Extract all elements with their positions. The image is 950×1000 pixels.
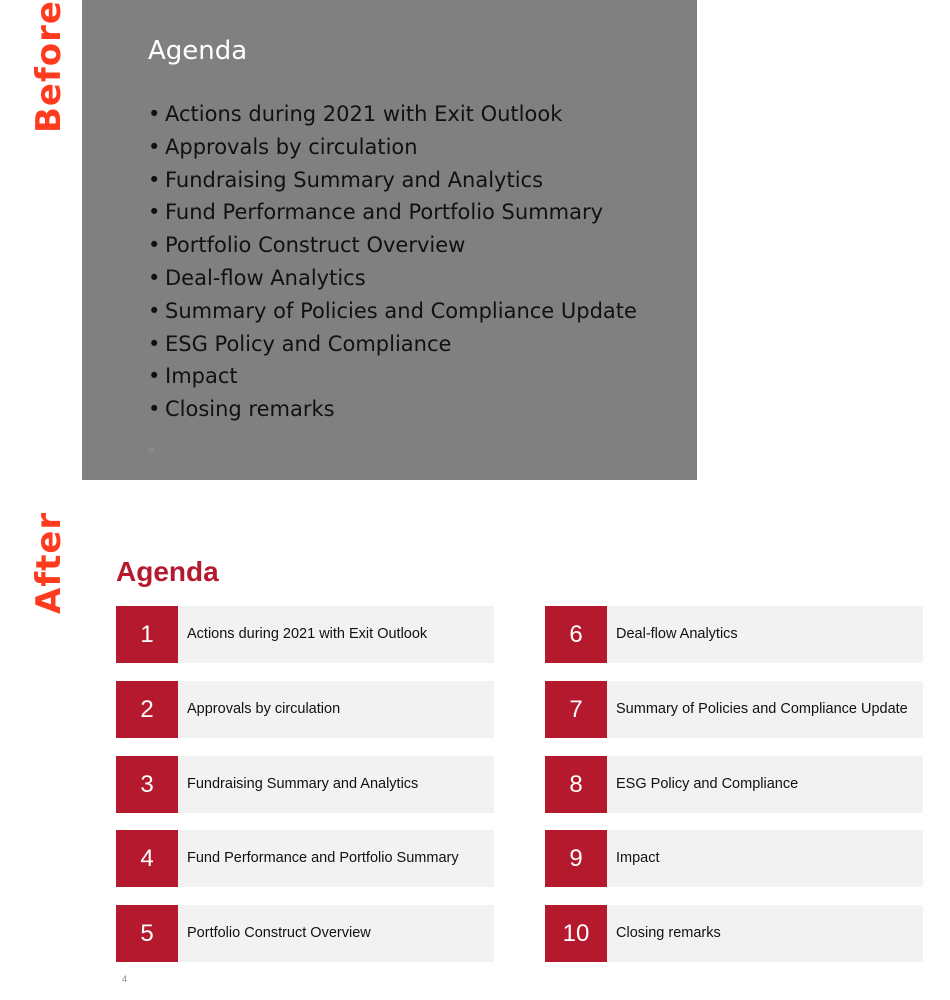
agenda-item	[545, 905, 923, 962]
agenda-item	[116, 756, 494, 813]
bullet-icon: •	[148, 200, 161, 225]
bullet-icon: •	[148, 102, 161, 126]
list-item-text: Fundraising Summary and Analytics	[165, 167, 544, 192]
agenda-item	[116, 606, 494, 663]
agenda-item-number: 9	[545, 830, 607, 887]
list-item-text: Fund Performance and Portfolio Summary	[165, 200, 604, 225]
after-slide-title: Agenda	[116, 556, 219, 587]
agenda-item-number: 4	[116, 830, 178, 887]
bullet-icon: •	[148, 331, 161, 356]
agenda-item	[116, 830, 494, 887]
agenda-item-number: 2	[116, 681, 178, 738]
agenda-item	[545, 756, 923, 813]
before-slide	[82, 0, 697, 480]
before-agenda-list	[148, 98, 637, 426]
agenda-item	[116, 905, 494, 962]
bullet-icon: •	[148, 233, 161, 258]
after-label: After	[29, 511, 69, 614]
agenda-item-text: Closing remarks	[616, 925, 721, 941]
before-label: Before	[29, 0, 69, 133]
agenda-item-number: 3	[116, 756, 178, 813]
list-item-text: Closing remarks	[165, 397, 335, 422]
list-item	[148, 98, 637, 131]
agenda-item-number: 8	[545, 756, 607, 813]
list-item	[148, 131, 637, 164]
bullet-icon: •	[148, 265, 161, 290]
bullet-icon: •	[148, 397, 161, 422]
agenda-item-number: 1	[116, 606, 178, 663]
agenda-item	[116, 681, 494, 738]
list-item	[148, 295, 637, 328]
list-item-text: Deal-flow Analytics	[165, 265, 366, 290]
agenda-item-number: 5	[116, 905, 178, 962]
bullet-icon: •	[148, 167, 161, 192]
empty-bullet-icon	[148, 447, 154, 453]
agenda-item-number: 10	[545, 905, 607, 962]
bullet-icon: •	[148, 364, 161, 389]
agenda-item	[545, 681, 923, 738]
agenda-item-text: Summary of Policies and Compliance Update	[616, 701, 908, 717]
list-item	[148, 164, 637, 197]
bullet-icon: •	[148, 298, 161, 323]
list-item-text: Approvals by circulation	[165, 134, 418, 159]
agenda-item-text: Impact	[616, 850, 660, 866]
agenda-item-text: Fund Performance and Portfolio Summary	[187, 850, 459, 866]
page-number: 4	[122, 974, 128, 984]
before-slide-title: Agenda	[148, 36, 248, 66]
list-item-text: Impact	[165, 364, 238, 389]
list-item-text: ESG Policy and Compliance	[165, 331, 452, 356]
list-item-text: Actions during 2021 with Exit Outlook	[165, 102, 563, 126]
list-item	[148, 360, 637, 393]
list-item-text: Portfolio Construct Overview	[165, 233, 466, 258]
list-item	[148, 262, 637, 295]
list-item	[148, 393, 637, 426]
bullet-icon: •	[148, 134, 161, 159]
agenda-item-text: ESG Policy and Compliance	[616, 776, 799, 792]
agenda-item-text: Deal-flow Analytics	[616, 626, 738, 642]
agenda-item-text: Portfolio Construct Overview	[187, 925, 371, 941]
agenda-item-text: Approvals by circulation	[187, 701, 341, 717]
agenda-item-number: 6	[545, 606, 607, 663]
list-item	[148, 196, 637, 229]
list-item	[148, 229, 637, 262]
list-item	[148, 328, 637, 361]
agenda-item-number: 7	[545, 681, 607, 738]
agenda-item	[545, 606, 923, 663]
list-item-text: Summary of Policies and Compliance Update	[165, 298, 637, 323]
agenda-item-text: Fundraising Summary and Analytics	[187, 776, 419, 792]
agenda-item	[545, 830, 923, 887]
agenda-item-text: Actions during 2021 with Exit Outlook	[187, 626, 428, 642]
